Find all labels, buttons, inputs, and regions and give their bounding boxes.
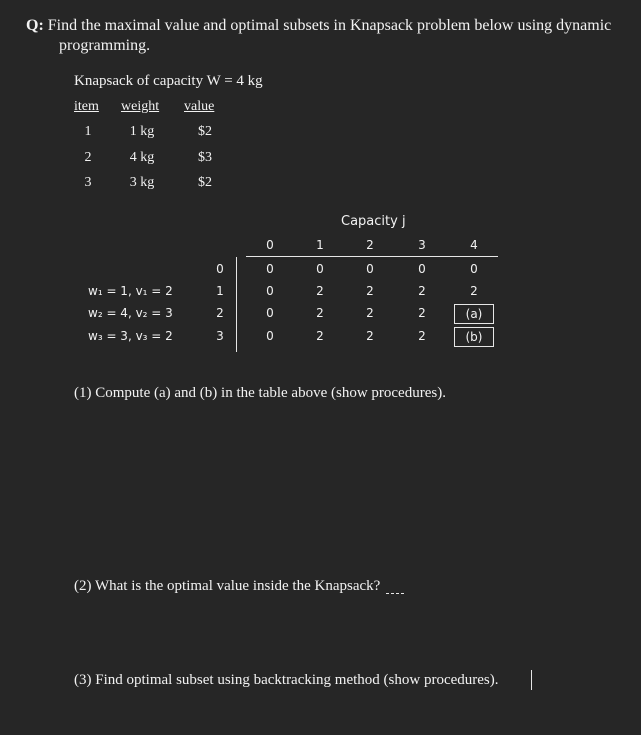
- dp-cell-b: (b): [454, 327, 494, 347]
- item-cell: 2: [84, 150, 92, 165]
- row-index: 1: [216, 284, 224, 298]
- col-header: 1: [316, 238, 324, 252]
- dp-cell: 2: [418, 306, 426, 320]
- dp-cell: 2: [316, 284, 324, 298]
- capacity-title: Capacity j: [341, 214, 406, 229]
- table-row-rule: [236, 257, 237, 352]
- question-line2: programming.: [59, 37, 151, 54]
- knapsack-caption: Knapsack of capacity W = 4 kg: [74, 73, 263, 89]
- weight-cell: 3 kg: [129, 175, 155, 190]
- dp-cell: 2: [366, 284, 374, 298]
- header-value: value: [184, 99, 215, 114]
- dp-cell: 2: [366, 329, 374, 343]
- dp-cell: 0: [266, 329, 274, 343]
- dp-cell: 2: [316, 306, 324, 320]
- table-header-rule: [246, 256, 498, 257]
- dp-cell-a: (a): [454, 304, 494, 324]
- row-index: 0: [216, 262, 224, 276]
- part-3-text: (3) Find optimal subset using backtracking method (show procedures).: [74, 672, 499, 688]
- spellcheck-underline: [386, 593, 404, 594]
- col-header: 0: [266, 238, 274, 252]
- part-2-text: (2) What is the optimal value inside the Knapsack?: [74, 578, 381, 594]
- header-item: item: [74, 99, 99, 114]
- dp-cell: 0: [266, 306, 274, 320]
- part-1-text: (1) Compute (a) and (b) in the table above (show procedures).: [74, 385, 446, 401]
- dp-cell: 2: [418, 284, 426, 298]
- question-text: [26, 16, 626, 56]
- dp-cell: 2: [418, 329, 426, 343]
- value-cell: $2: [198, 124, 212, 139]
- dp-cell: 0: [418, 262, 426, 276]
- question-prefix: Q:: [26, 17, 44, 34]
- row-weight-value: w₃ = 3, v₃ = 2: [88, 329, 173, 343]
- row-index: 3: [216, 329, 224, 343]
- col-header: 2: [366, 238, 374, 252]
- dp-cell: 0: [316, 262, 324, 276]
- col-header: 3: [418, 238, 426, 252]
- dp-cell: 0: [266, 262, 274, 276]
- dp-cell: 2: [316, 329, 324, 343]
- dp-cell: 0: [470, 262, 478, 276]
- header-weight: weight: [121, 99, 160, 114]
- text-cursor: [531, 670, 532, 690]
- question-line1: Find the maximal value and optimal subsets in Knapsack problem below using dynamic: [47, 17, 612, 34]
- item-cell: 3: [84, 175, 92, 190]
- dp-cell: 0: [266, 284, 274, 298]
- value-cell: $2: [198, 175, 212, 190]
- value-cell: $3: [198, 150, 212, 165]
- row-weight-value: w₁ = 1, v₁ = 2: [88, 284, 173, 298]
- dp-cell: 2: [366, 306, 374, 320]
- weight-cell: 4 kg: [129, 150, 155, 165]
- col-header: 4: [470, 238, 478, 252]
- dp-cell: 2: [470, 284, 478, 298]
- weight-cell: 1 kg: [129, 124, 155, 139]
- item-cell: 1: [84, 124, 92, 139]
- row-weight-value: w₂ = 4, v₂ = 3: [88, 306, 173, 320]
- dp-cell: 0: [366, 262, 374, 276]
- row-index: 2: [216, 306, 224, 320]
